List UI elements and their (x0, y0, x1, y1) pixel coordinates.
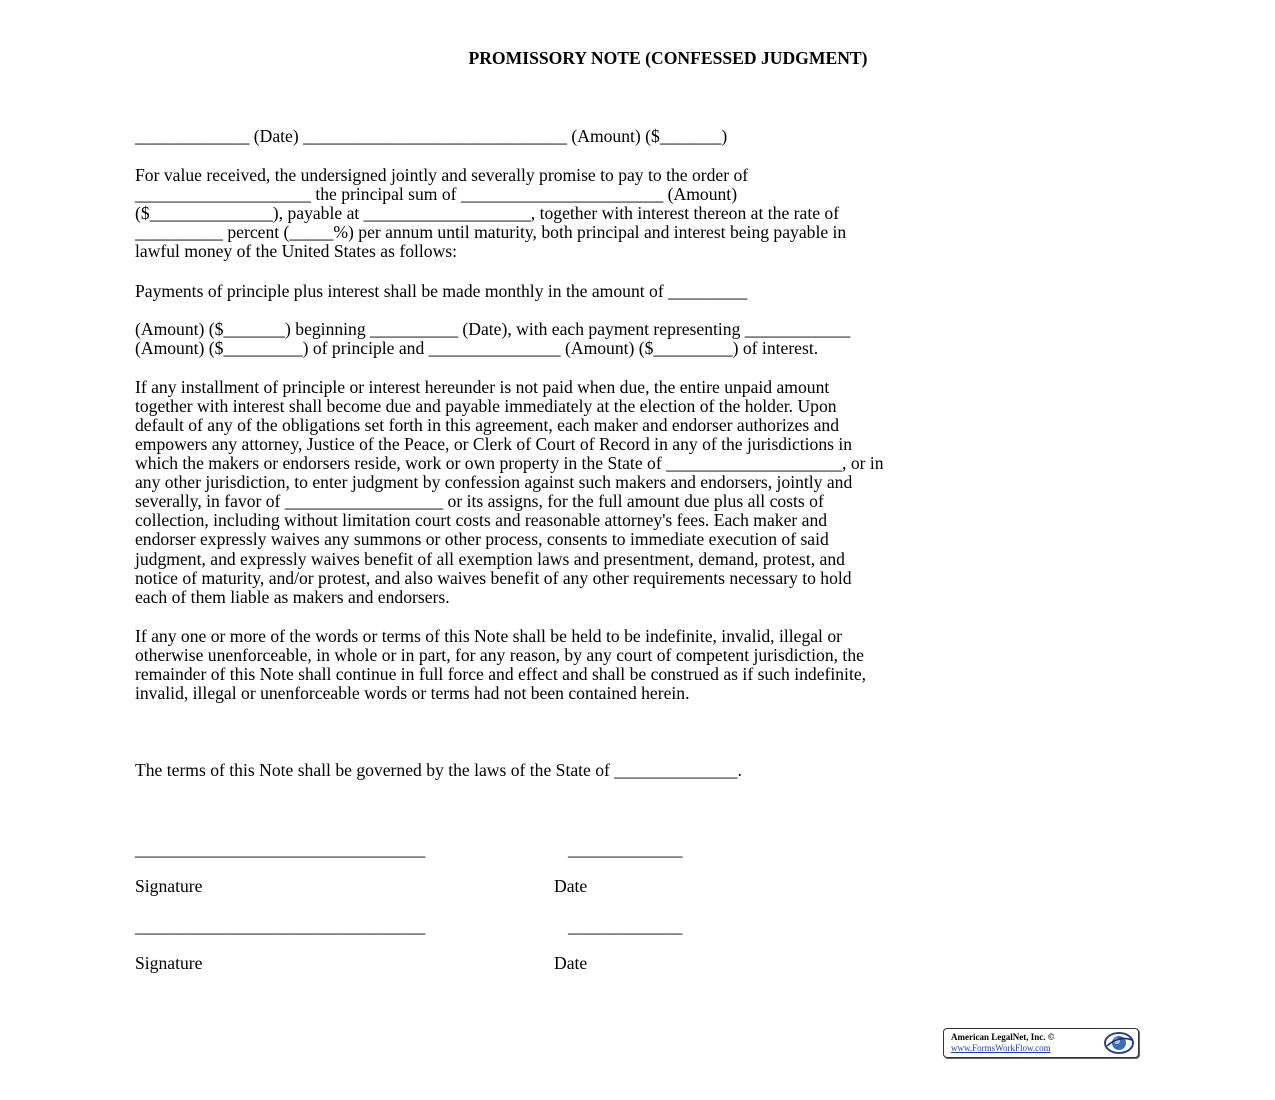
document-title: PROMISSORY NOTE (CONFESSED JUDGMENT) (468, 48, 868, 68)
text-line: which the makers or endorsers reside, work or own property in the State of ____________________, or in (135, 453, 884, 473)
paragraph-governing-law: The terms of this Note shall be governed by the laws of the State of ______________. (135, 760, 742, 780)
text-line: otherwise unenforceable, in whole or in part, for any reason, by any court of competent jurisdiction, the (135, 645, 864, 665)
date-line: _____________ (568, 916, 683, 936)
text-line: (Amount) ($_________) of principle and _______________ (Amount) ($_________) of interest. (135, 338, 819, 358)
text-line: collection, including without limitation court costs and reasonable attorney's fees. Each maker and (135, 510, 828, 530)
text-line: (Amount) ($_______) beginning __________ (Date), with each payment representing ____________ (135, 319, 851, 339)
date-label: Date (554, 876, 588, 896)
text-line: For value received, the undersigned jointly and severally promise to pay to the order of (135, 165, 749, 185)
text-line: __________ percent (_____%) per annum until maturity, both principal and interest being payable in (135, 222, 847, 242)
text-line: any other jurisdiction, to enter judgment by confession against such makers and endorsers, jointly and (135, 472, 853, 492)
paragraph-monthly-payments: Payments of principle plus interest shall be made monthly in the amount of _________ (135, 281, 748, 301)
text-line: notice of maturity, and/or protest, and also waives benefit of any other requirements necessary to hold (135, 568, 852, 588)
text-line: If any one or more of the words or terms of this Note shall be held to be indefinite, invalid, illegal or (135, 626, 842, 646)
date-line: _____________ (568, 839, 683, 859)
text-line: invalid, illegal or unenforceable words or terms had not been contained herein. (135, 683, 690, 703)
text-line: endorser expressly waives any summons or other process, consents to immediate execution of said (135, 529, 829, 549)
text-line: judgment, and expressly waives benefit of all exemption laws and presentment, demand, protest, and (135, 549, 845, 569)
footer-badge (943, 1028, 1139, 1058)
text-line: each of them liable as makers and endorsers. (135, 587, 450, 607)
date-label: Date (554, 953, 588, 973)
text-line: lawful money of the United States as follows: (135, 241, 458, 261)
signature-line: _________________________________ (135, 916, 426, 936)
text-line: empowers any attorney, Justice of the Peace, or Clerk of Court of Record in any of the jurisdictions in (135, 434, 853, 454)
text-line: ($______________), payable at ___________________, together with interest thereon at the rate of (135, 203, 840, 223)
signature-line: _________________________________ (135, 839, 426, 859)
text-line: severally, in favor of __________________ or its assigns, for the full amount due plus all costs of (135, 491, 824, 511)
text-line: ____________________ the principal sum of _______________________ (Amount) (135, 184, 738, 204)
signature-label: Signature (135, 953, 203, 973)
text-line: If any installment of principle or interest hereunder is not paid when due, the entire unpaid amount (135, 377, 830, 397)
badge-company: American LegalNet, Inc. © (951, 1032, 1055, 1042)
globe-logo-icon (1102, 1031, 1134, 1055)
text-line: default of any of the obligations set forth in this agreement, each maker and endorser authorizes and (135, 415, 839, 435)
badge-url-link[interactable]: www.FormsWorkFlow.com (951, 1043, 1051, 1053)
text-line: together with interest shall become due and payable immediately at the election of the holder. Upon (135, 396, 837, 416)
text-line: remainder of this Note shall continue in full force and effect and shall be construed as if such indefinite, (135, 664, 867, 684)
header-line: _____________ (Date) ______________________________ (Amount) ($_______) (135, 126, 728, 146)
signature-label: Signature (135, 876, 203, 896)
